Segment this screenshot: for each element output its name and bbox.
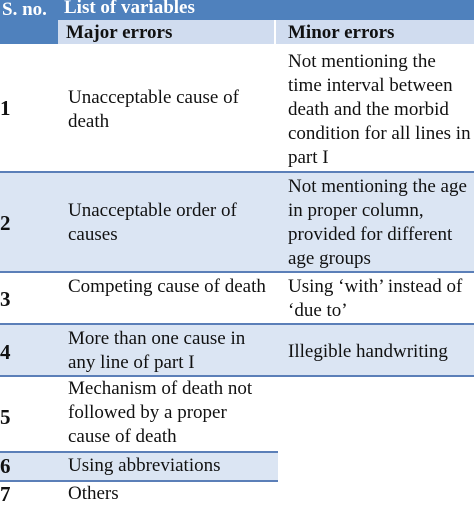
minor-error-cell: Not mentioning the time interval between death and the morbid condition for all lines in part I bbox=[288, 51, 471, 168]
row-number: 4 bbox=[0, 340, 11, 364]
table-row bbox=[0, 482, 474, 506]
row-number: 1 bbox=[0, 96, 11, 120]
major-error-cell: Using abbreviations bbox=[68, 455, 221, 476]
row-number: 7 bbox=[0, 482, 11, 506]
list-of-variables-label: List of variables bbox=[64, 0, 195, 18]
list-of-variables-header bbox=[58, 0, 474, 20]
major-error-cell: Competing cause of death bbox=[68, 276, 266, 297]
row-number: 3 bbox=[0, 287, 11, 311]
table-row bbox=[0, 377, 474, 451]
minor-errors-label: Minor errors bbox=[288, 22, 395, 43]
minor-error-cell: Not mentioning the age in proper column, provided for different age groups bbox=[288, 176, 467, 269]
major-error-cell: Others bbox=[68, 483, 119, 504]
minor-errors-header bbox=[276, 20, 474, 44]
table-row bbox=[0, 273, 474, 323]
major-errors-header bbox=[58, 20, 274, 44]
major-error-cell: Mechanism of death not followed by a proper cause of death bbox=[68, 378, 253, 447]
table-row bbox=[0, 46, 474, 170]
major-error-cell: Unacceptable order of causes bbox=[68, 200, 237, 245]
minor-error-cell: Using ‘with’ instead of ‘due to’ bbox=[288, 276, 463, 321]
row-number: 2 bbox=[0, 211, 11, 235]
sno-header-cell bbox=[0, 0, 58, 44]
row-number: 6 bbox=[0, 454, 11, 478]
table-row bbox=[0, 173, 474, 271]
table-row bbox=[0, 325, 474, 375]
major-errors-label: Major errors bbox=[66, 22, 173, 43]
row-number: 5 bbox=[0, 405, 11, 429]
major-error-cell: Unacceptable cause of death bbox=[68, 87, 239, 132]
minor-error-cell: Illegible handwriting bbox=[288, 341, 448, 362]
table-row bbox=[0, 453, 278, 480]
major-error-cell: More than one cause in any line of part I bbox=[68, 328, 246, 373]
sno-header-label: S. no. bbox=[2, 0, 47, 20]
